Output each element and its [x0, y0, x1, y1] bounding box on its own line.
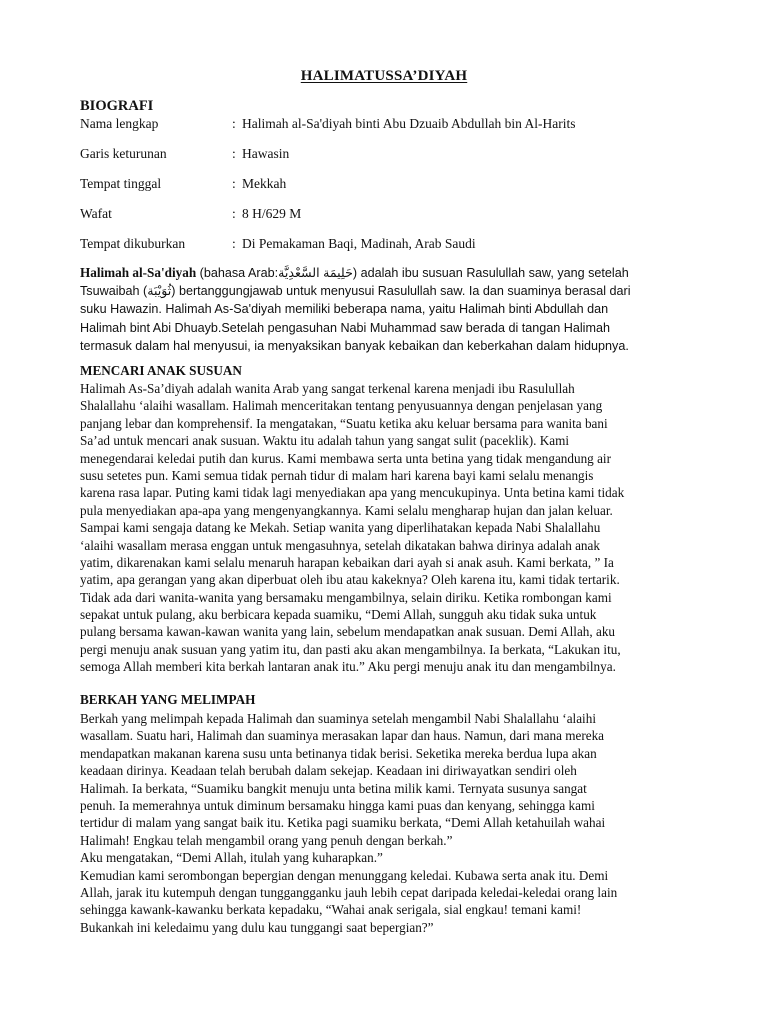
paragraph-line: wasallam. Suatu hari, Halimah dan suaminya merasakan lapar dan haus. Namun, dari mana mereka	[80, 728, 605, 744]
paragraph-line: suku Hawazin. Halimah As-Sa'diyah memiliki beberapa nama, yaitu Halimah binti Abdullah dan	[80, 302, 609, 317]
paragraph-line: menegendarai keledai putih dan kurus. Kami membawa serta unta betina yang tidak mengandung air	[80, 450, 611, 466]
paragraph-line: semoga Allah memberi kita berkah lantaran anak itu.” Aku pergi menuju anak itu dan mengambilnya.	[80, 659, 616, 675]
bio-row-residence	[80, 176, 700, 194]
paragraph-line: susu setetes pun. Kami semua tidak pernah tidur di malam hari karena bayi kami selalu menangis	[80, 467, 594, 483]
page-title: HALIMATUSSA’DIYAH	[300, 68, 468, 84]
bio-value: Hawasin	[242, 146, 290, 161]
bio-colon: :	[232, 176, 236, 191]
paragraph-line: sehingga kawank-kawanku berkata kepadaku, “Wahai anak serigala, sial engkau! temani kami!	[80, 902, 582, 918]
paragraph-line: karena rasa lapar. Puting kami tidak lagi menyediakan apa yang mencukupinya. Unta betina kami tidak	[80, 485, 625, 501]
bio-label: Wafat	[80, 206, 112, 221]
paragraph-line: termasuk dalam hal menyusui, ia menyaksikan banyak kebaikan dan keberkahan dalam hidupnya.	[80, 338, 629, 353]
paragraph-line: Sa’ad untuk mencari anak susuan. Waktu itu adalah tahun yang sangat sulit (paceklik). Kami	[80, 433, 570, 449]
paragraph-line: keadaan dirinya. Keadaan telah berubah dalam sekejap. Keadaan ini diriwayatkan sendiri oleh	[80, 763, 577, 779]
bio-value: 8 H/629 M	[242, 206, 302, 221]
paragraph-line: Kemudian kami serombongan bepergian dengan menunggang keledai. Kubawa serta anak itu. Demi	[80, 867, 609, 883]
bio-row-death	[80, 206, 700, 224]
paragraph-line: Shalallahu ‘alaihi wasallam. Halimah menceritakan tentang penyusuannya dengan penjelasan yang	[80, 398, 603, 414]
paragraph-line: Halimah bint Abi Dhuayb.Setelah pengasuhan Nabi Muhammad saw berada di tangan Halimah	[80, 320, 610, 335]
paragraph-line: pergi menuju anak susuan yang yatim itu, dan pasti aku akan mengambilnya. Ia berkata, “Lakukan itu,	[80, 641, 621, 657]
paragraph-line: Tsuwaibah (ثُوَيْبَة) bertanggungjawab untuk menyusui Rasulullah saw. Ia dan suaminya berasal dari	[80, 284, 631, 299]
biography-heading: BIOGRAFI	[80, 98, 154, 114]
paragraph-line: sepakat untuk pulang, aku berbicara kepada suamiku, “Demi Allah, sungguh aku tidak suka untuk	[80, 607, 597, 623]
paragraph-line: yatim, apa gerangan yang akan diperbuat oleh ibu atau kakeknya? Oleh karena itu, kami tidak tertarik.	[80, 572, 620, 588]
bio-label: Garis keturunan	[80, 146, 167, 161]
section-heading-berkah: BERKAH YANG MELIMPAH	[80, 692, 256, 707]
paragraph-line: Sampai kami sengaja datang ke Mekah. Setiap wanita yang diperlihatakan kepada Nabi Shalallahu	[80, 520, 601, 536]
bio-label: Tempat tinggal	[80, 176, 162, 191]
paragraph-line: pula menyediakan apa-apa yang mengenyangkannya. Kami selalu mengharap hujan dan jalan keluar.	[80, 502, 613, 518]
paragraph-line: Halimah. Ia berkata, “Suamiku bangkit menuju unta betina milik kami. Ternyata susunya sangat	[80, 780, 587, 796]
paragraph-line: Allah, jarak itu kutempuh dengan tunggangganku jauh lebih cepat daripada keledai-keledai orang lain	[80, 884, 618, 900]
paragraph-line: Berkah yang melimpah kepada Halimah dan suaminya setelah mengambil Nabi Shalallahu ‘alaihi	[80, 711, 596, 726]
paragraph-line: Halimah! Engkau telah mengambil orang yang penuh dengan berkah.”	[80, 832, 453, 848]
intro-paragraph	[80, 264, 720, 355]
bio-value: Mekkah	[242, 176, 287, 191]
paragraph-line: tertidur di malam yang sangat baik itu. Ketika pagi suamiku berkata, “Demi Allah ketahuilah wahai	[80, 815, 606, 831]
bio-colon: :	[232, 146, 236, 161]
bio-row-full-name	[80, 116, 700, 134]
bio-colon: :	[232, 116, 236, 131]
section-mencari-text	[80, 380, 720, 676]
paragraph-line: panjang lebar dan komprehensif. Ia mengatakan, “Suatu ketika aku keluar bersama para wanita bani	[80, 415, 608, 431]
paragraph-line: yatim, dikarenakan kami selalu menaruh harapan kebaikan dari ayah si anak asuh. Kami berkata, ” Ia	[80, 554, 614, 570]
section-berkah-text	[80, 710, 720, 936]
paragraph-line: ‘alaihi wasallam merasa enggan untuk mengasuhnya, setelah dikatakan bahwa dirinya adalah anak	[80, 537, 600, 553]
bio-colon: :	[232, 206, 236, 221]
paragraph-line: penuh. Ia memerahnya untuk diminum bersamaku hingga kami puas dan kenyang, sehingga kami	[80, 797, 595, 813]
paragraph-line: mendapatkan makanan karena susu unta betinanya tidak berisi. Seketika mereka berdua lupa akan	[80, 745, 597, 761]
paragraph-line: Tidak ada dari wanita-wanita yang bersamaku mengambilnya, selain diriku. Ketika rombongan kami	[80, 589, 612, 605]
bio-value: Halimah al-Sa'diyah binti Abu Dzuaib Abdullah bin Al-Harits	[242, 116, 576, 131]
paragraph-line: Bukankah ini keledaimu yang dulu kau tunggangi saat bepergian?”	[80, 919, 434, 935]
intro-line-rest: (bahasa Arab:حَلِيمَة السَّعْدِيَّة) adalah ibu susuan Rasulullah saw, yang setelah	[196, 266, 629, 280]
paragraph-line: pulang bersama kawan-kawan wanita yang lain, sebelum mendapatkan anak susuan. Demi Allah, aku	[80, 624, 616, 640]
bio-row-lineage	[80, 146, 700, 164]
bio-label: Nama lengkap	[80, 116, 159, 131]
paragraph-line	[80, 264, 720, 282]
bio-colon: :	[232, 236, 236, 251]
section-heading-mencari: MENCARI ANAK SUSUAN	[80, 363, 242, 378]
bio-label: Tempat dikuburkan	[80, 236, 186, 251]
bio-row-burial	[80, 236, 700, 254]
paragraph-line: Halimah As-Sa’diyah adalah wanita Arab yang sangat terkenal karena menjadi ibu Rasulullah	[80, 381, 575, 396]
bio-value: Di Pemakaman Baqi, Madinah, Arab Saudi	[242, 236, 476, 251]
paragraph-line: Aku mengatakan, “Demi Allah, itulah yang kuharapkan.”	[80, 850, 383, 866]
intro-lead-name: Halimah al-Sa'diyah	[80, 265, 197, 280]
